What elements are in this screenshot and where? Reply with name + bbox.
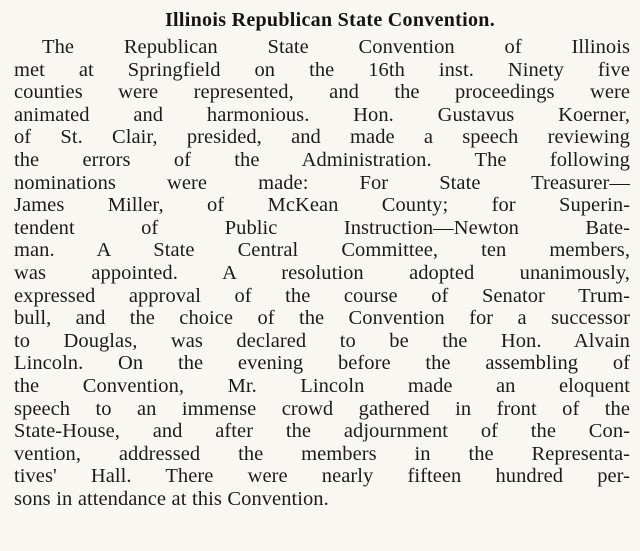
- article-line: tendent of Public Instruction—Newton Bate-: [14, 216, 630, 239]
- article-line: The Republican State Convention of Illinois: [42, 36, 630, 58]
- article-line: sons in attendance at this Convention.: [14, 487, 329, 510]
- article-line: of St. Clair, presided, and made a speech reviewing: [14, 126, 630, 149]
- article-line: was appointed. A resolution adopted unanimously,: [14, 261, 630, 284]
- article-line: tives' Hall. There were nearly fifteen hundred per-: [14, 465, 630, 488]
- article-line: the errors of the Administration. The following: [14, 148, 630, 171]
- article-line: expressed approval of the course of Senator Trum-: [14, 284, 630, 307]
- article-line: vention, addressed the members in the Representa-: [14, 442, 630, 465]
- article-line: met at Springfield on the 16th inst. Ninety five: [14, 58, 630, 81]
- article-line: speech to an immense crowd gathered in front of the: [14, 397, 630, 420]
- article-line: the Convention, Mr. Lincoln made an eloquent: [14, 374, 630, 397]
- article-headline: Illinois Republican State Convention.: [164, 9, 496, 31]
- article-line: bull, and the choice of the Convention for a successor: [14, 307, 630, 330]
- article-line: counties were represented, and the proceedings were: [14, 81, 630, 104]
- article-line: James Miller, of McKean County; for Superin-: [14, 194, 630, 217]
- article-line: nominations were made: For State Treasurer—: [14, 171, 630, 194]
- article-line: man. A State Central Committee, ten members,: [14, 239, 630, 262]
- article-line: animated and harmonious. Hon. Gustavus Koerner,: [14, 103, 630, 126]
- article-body: [14, 36, 630, 510]
- article-line: State-House, and after the adjournment of the Con-: [14, 420, 630, 443]
- article-line: to Douglas, was declared to be the Hon. Alvain: [14, 329, 630, 352]
- article-line: Lincoln. On the evening before the assembling of: [14, 352, 630, 375]
